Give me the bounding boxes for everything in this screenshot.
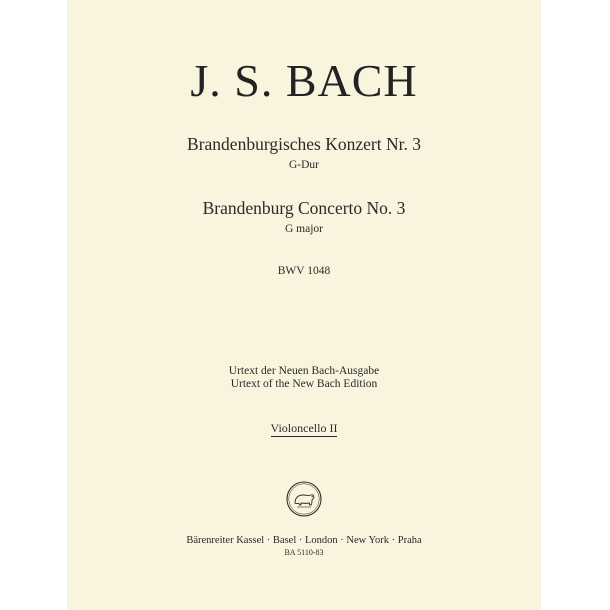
instrument-part: Violoncello II bbox=[270, 421, 338, 435]
work-key-german: G-Dur bbox=[288, 159, 320, 171]
work-title-german: Brandenburgisches Konzert Nr. 3 bbox=[187, 134, 421, 154]
composer-name: J. S. BACH bbox=[190, 55, 418, 106]
urtext-note-german: Urtext der Neuen Bach-Ausgabe bbox=[228, 365, 380, 377]
work-title-english: Brandenburg Concerto No. 3 bbox=[202, 198, 406, 218]
order-number: BA 5110-83 bbox=[284, 548, 324, 557]
bwv-number: BWV 1048 bbox=[277, 265, 331, 277]
work-key-english: G major bbox=[284, 223, 323, 235]
baerenreiter-bear-icon bbox=[285, 480, 323, 518]
score-cover bbox=[67, 0, 541, 610]
instrument-part-line bbox=[67, 421, 541, 437]
urtext-note-english: Urtext of the New Bach Edition bbox=[230, 378, 378, 390]
publisher-imprint: Bärenreiter Kassel · Basel · London · New York · Praha bbox=[186, 535, 422, 546]
